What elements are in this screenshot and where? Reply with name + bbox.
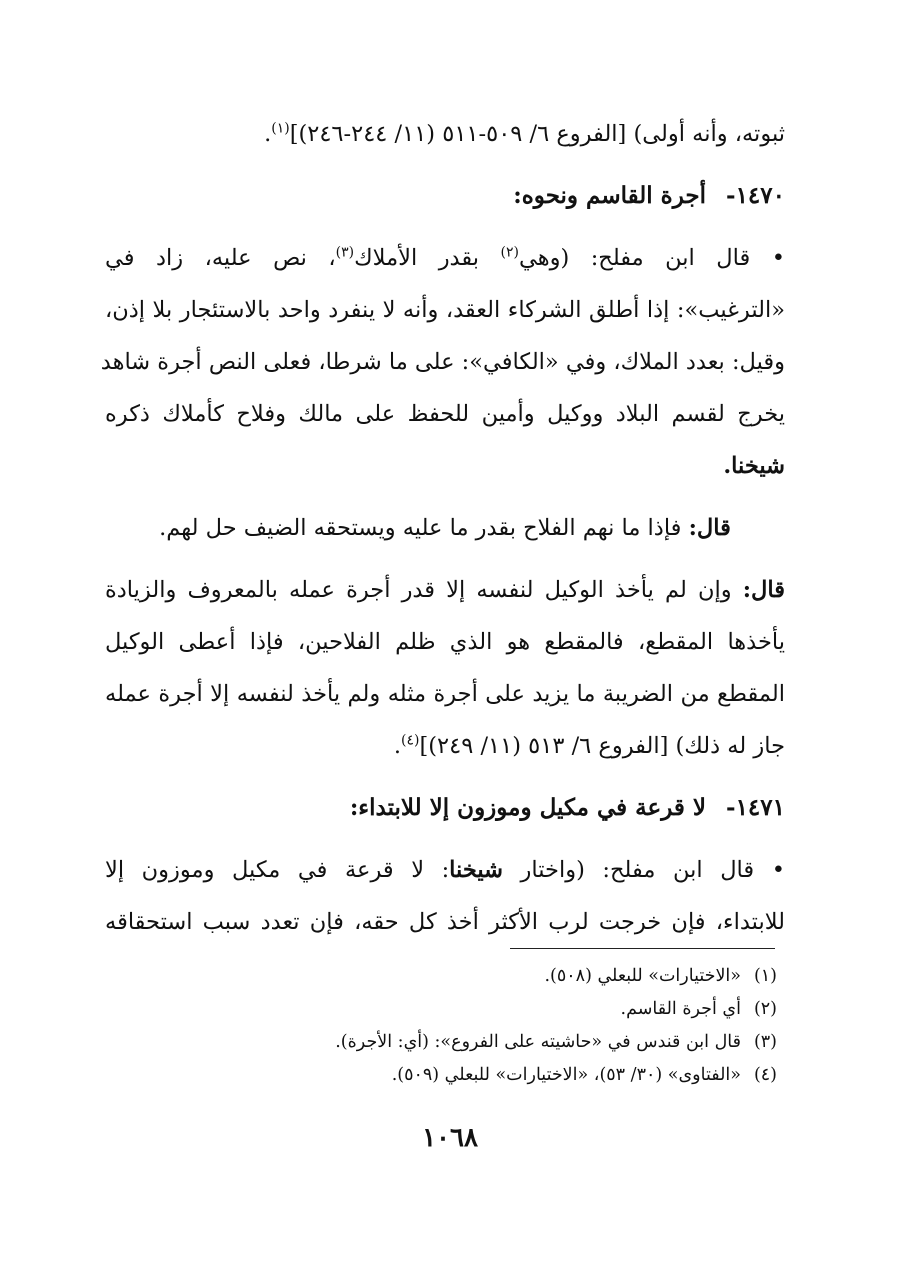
- main-text: [100, 108, 785, 948]
- text-line: • قال ابن مفلح: (وهي$^{(٢)}$ بقدر الأملاك$^{(٣)}$، نص عليه، زاد في: [105, 244, 785, 271]
- section-title: أجرة القاسم ونحوه:: [513, 182, 707, 209]
- section-number: ١٤٧١-: [726, 794, 785, 821]
- text-line: قال: وإن لم يأخذ الوكيل لنفسه إلا قدر أجرة عمله بالمعروف والزيادة: [105, 577, 785, 603]
- section-title: لا قرعة في مكيل وموزون إلا للابتداء:: [349, 794, 707, 821]
- section-heading-1470: [105, 170, 785, 222]
- text-line: يأخذها المقطع، فالمقطع هو الذي ظلم الفلاحين، فإذا أعطى الوكيل: [105, 629, 785, 655]
- text-line: للابتداء، فإن خرجت لرب الأكثر أخذ كل حقه، فإن تعدد سبب استحقاقه: [105, 909, 785, 935]
- text-line: ثبوته، وأنه أولى) [الفروع ٦/ ٥٠٩-٥١١ (١١/ ٢٤٤-٢٤٦)]$^{(١)}$.: [264, 120, 785, 147]
- footnote-ref: (٣): [335, 244, 355, 261]
- text-line: «الترغيب»: إذا أطلق الشركاء العقد، وأنه لا ينفرد واحد بالاستئجار بلا إذن،: [105, 297, 785, 323]
- footnote: (٤)«الفتاوى» (٣٠/ ٥٣)، «الاختيارات» للبعلي (٥٠٩).: [391, 1065, 777, 1085]
- footnotes: [105, 960, 777, 1092]
- text-line: قال: فإذا ما نهم الفلاح بقدر ما عليه ويستحقه الضيف حل لهم.: [159, 515, 731, 541]
- text-line: • قال ابن مفلح: (واختار شيخنا: لا قرعة في مكيل وموزون إلا: [105, 857, 785, 883]
- text-line: يخرج لقسم البلاد ووكيل وأمين للحفظ على مالك وفلاح كأملاك ذكره: [105, 401, 785, 427]
- page-number: ١٠٦٨: [422, 1123, 478, 1153]
- footnote-divider: [510, 948, 775, 949]
- text-line: المقطع من الضريبة ما يزيد على أجرة مثله ولم يأخذ لنفسه إلا أجرة عمله: [105, 681, 785, 707]
- section-heading-1471: [105, 782, 785, 834]
- footnote: (٣)قال ابن قندس في «حاشيته على الفروع»: (أي: الأجرة).: [335, 1032, 777, 1052]
- footnote: (٢)أي أجرة القاسم.: [620, 999, 777, 1019]
- text-line: وقيل: بعدد الملاك، وفي «الكافي»: على ما شرطا، فعلى النص أجرة شاهد: [100, 349, 785, 375]
- text-line: شيخنا.: [723, 453, 785, 479]
- footnote-ref: (٢): [500, 244, 519, 261]
- text-line: جاز له ذلك) [الفروع ٦/ ٥١٣ (١١/ ٢٤٩)]$^{(٤)}$.: [393, 732, 785, 759]
- section-number: ١٤٧٠-: [726, 182, 785, 209]
- footnote-ref: (٤): [401, 732, 420, 749]
- footnote: (١)«الاختيارات» للبعلي (٥٠٨).: [544, 966, 777, 986]
- footnote-ref: (١): [271, 120, 290, 137]
